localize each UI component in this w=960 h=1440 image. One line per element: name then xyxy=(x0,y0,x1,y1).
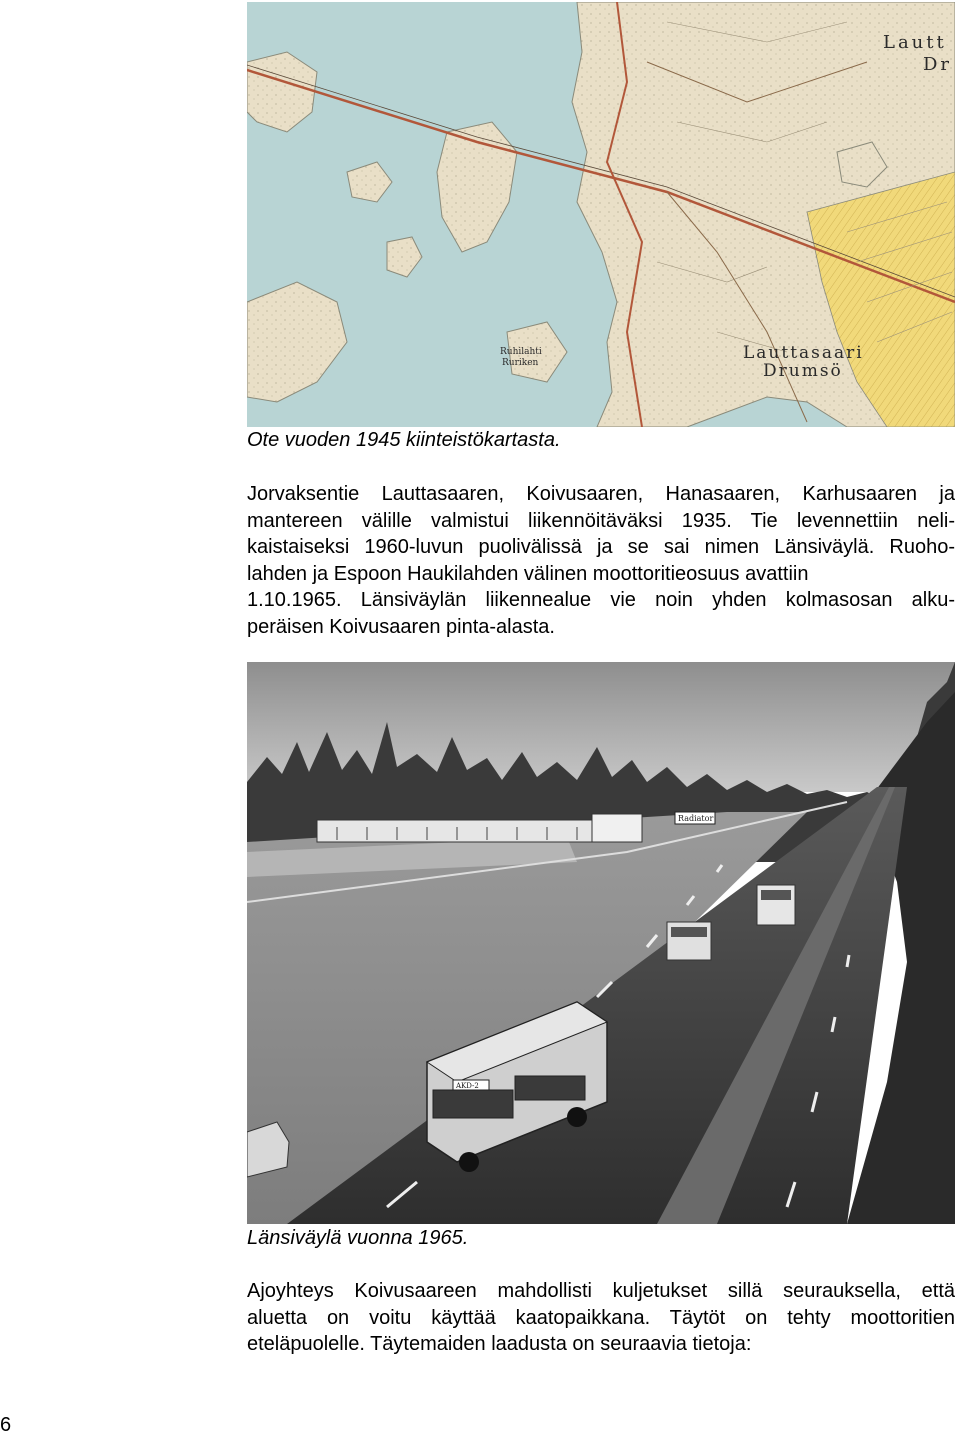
paragraph-line: Jorvaksentie Lauttasaaren, Koivusaaren, Hanasaaren, Karhusaaren ja xyxy=(247,483,955,505)
photo-bus-plate: AKD-2 xyxy=(456,1082,479,1090)
map-label-drumso: Drumsö xyxy=(763,361,843,381)
page-number: 6 xyxy=(0,1414,12,1436)
paragraph-line: mantereen välille valmistui liikennöitäväksi 1935. Tie levennettiin neli- xyxy=(247,509,955,532)
property-map-image xyxy=(247,2,955,427)
map-label-ruriken: Ruriken xyxy=(502,358,539,368)
highway-photo-image xyxy=(247,662,955,1224)
paragraph-line: 1.10.1965. Länsiväylän liikennealue vie noin yhden kolmasosan alku- xyxy=(247,589,955,611)
paragraph-line: kaistaiseksi 1960-luvun puolivälissä ja se sai nimen Länsiväylä. Ruoho- xyxy=(247,536,955,558)
map-figure xyxy=(247,2,955,427)
paragraph-line: aluetta on voitu käyttää kaatopaikkana. Täytöt on tehty moottoritien xyxy=(247,1306,955,1329)
map-label-top-right-sub: Dr xyxy=(923,54,953,75)
paragraph-landfill xyxy=(247,1278,955,1358)
paragraph-history xyxy=(247,481,955,640)
map-label-top-right: Lautt xyxy=(883,32,947,53)
photo-figure xyxy=(247,662,955,1224)
map-label-ruhilahti: Ruhilahti xyxy=(500,347,542,357)
paragraph-line: Ajoyhteys Koivusaareen mahdollisti kuljetukset sillä seurauksella, että xyxy=(247,1280,955,1302)
map-label-lauttasaari: Lauttasaari xyxy=(743,343,864,363)
paragraph-line: peräisen Koivusaaren pinta-alasta. xyxy=(247,615,555,638)
map-caption: Ote vuoden 1945 kiinteistökartasta. xyxy=(247,429,561,451)
photo-caption: Länsiväylä vuonna 1965. xyxy=(247,1227,469,1249)
photo-sign-text: Radiator xyxy=(678,814,714,823)
paragraph-line: lahden ja Espoon Haukilahden välinen moottoritieosuus avattiin xyxy=(247,562,809,585)
paragraph-line: eteläpuolelle. Täytemaiden laadusta on seuraavia tietoja: xyxy=(247,1333,752,1355)
